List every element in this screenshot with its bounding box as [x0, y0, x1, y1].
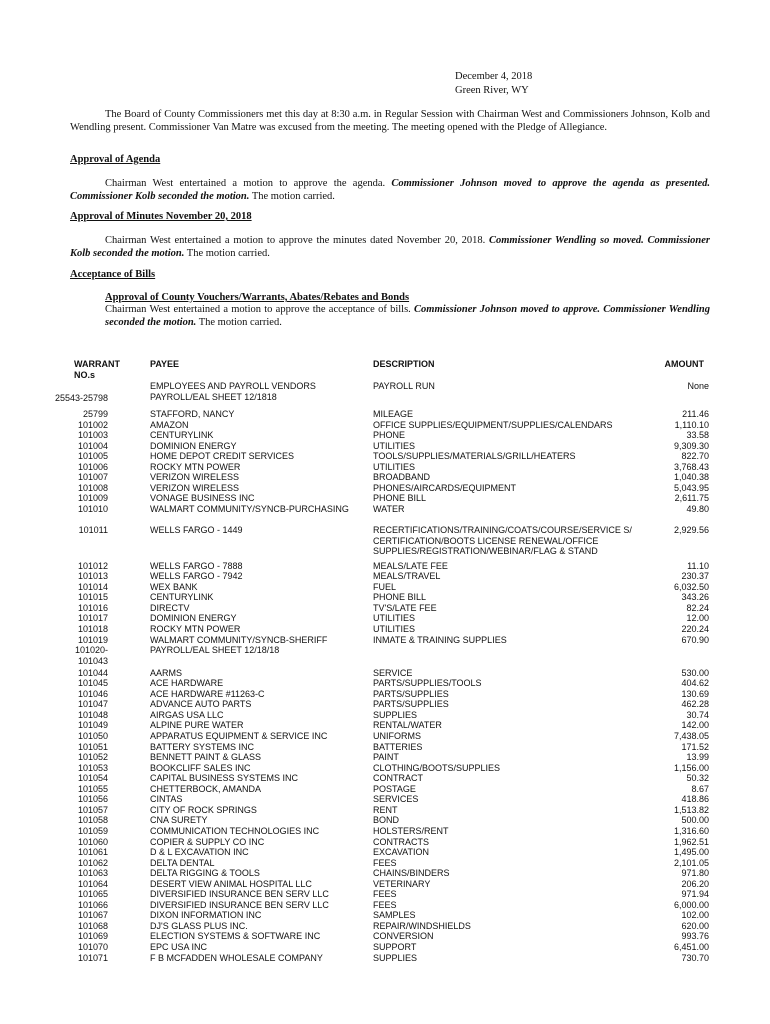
amount: 530.00	[681, 667, 709, 678]
header-warrant: WARRANT NO.s	[74, 359, 120, 380]
payee: APPARATUS EQUIPMENT & SERVICE INC	[150, 731, 328, 741]
warrant-number: 101050	[77, 731, 108, 741]
description: POSTAGE	[373, 783, 416, 794]
payee: CENTURYLINK	[150, 430, 214, 441]
payee: AIRGAS USA LLC	[150, 709, 224, 720]
payee: WELLS FARGO - 1449	[150, 525, 243, 536]
payee: D & L EXCAVATION INC	[150, 847, 249, 858]
warrant-number: 101013	[77, 571, 108, 582]
payee: ROCKY MTN POWER	[150, 624, 241, 634]
amount: 82.24	[686, 602, 709, 613]
warrant-number: 101051	[77, 741, 108, 752]
warrant-number: 101071	[77, 952, 108, 963]
payee: WALMART COMMUNITY/SYNCB-SHERIFF	[150, 634, 328, 645]
description: EXCAVATION	[373, 847, 430, 858]
warrant-number: 101061	[77, 847, 108, 858]
payee: DOMINION ENERGY	[150, 440, 237, 451]
amount: 1,962.51	[673, 836, 709, 847]
warrant-number: 101053	[77, 762, 108, 773]
amount: 993.76	[681, 931, 709, 942]
description: SUPPLIES	[373, 709, 418, 720]
payee: CHETTERBOCK, AMANDA	[150, 783, 262, 794]
description: UNIFORMS	[373, 731, 421, 741]
agenda-paragraph	[70, 178, 710, 203]
warrant-number: 101060	[77, 836, 108, 847]
description: RENT	[373, 804, 398, 815]
warrant-number: 101057	[77, 804, 108, 815]
description: RENTAL/WATER	[373, 720, 442, 731]
amount: None	[687, 381, 709, 391]
amount: 670.90	[681, 634, 709, 645]
amount: 8.67	[691, 783, 709, 794]
amount: 500.00	[681, 815, 709, 826]
description: BOND	[373, 815, 400, 826]
amount: 1,110.10	[674, 419, 709, 430]
description: CONTRACTS	[373, 836, 429, 847]
warrant-number: 101003	[77, 430, 108, 441]
warrant-number: 101016	[77, 602, 108, 613]
warrant-number: 101006	[77, 461, 108, 472]
description: TOOLS/SUPPLIES/MATERIALS/GRILL/HEATERS	[373, 451, 576, 462]
amount: 343.26	[681, 592, 709, 603]
description: REPAIR/WINDSHIELDS	[373, 920, 471, 931]
amount: 220.24	[681, 624, 709, 634]
warrant-number: 101063	[77, 868, 108, 879]
description: PAINT	[373, 752, 399, 763]
minutes-heading: Approval of Minutes November 20, 2018	[70, 211, 252, 222]
warrant-number: 101005	[77, 451, 108, 462]
description: TV'S/LATE FEE	[373, 602, 437, 613]
payee: WELLS FARGO - 7942	[150, 571, 243, 582]
payee: ACE HARDWARE #11263-C	[150, 688, 265, 699]
description: VETERINARY	[373, 878, 431, 889]
payee: DELTA RIGGING & TOOLS	[150, 868, 260, 879]
warrant-number: 101066	[77, 899, 108, 910]
payee: DESERT VIEW ANIMAL HOSPITAL LLC	[150, 878, 312, 889]
description: PHONE BILL	[373, 493, 427, 504]
amount: 33.58	[686, 430, 709, 441]
warrant-number: 101062	[77, 857, 108, 868]
amount: 1,495.00	[673, 847, 709, 858]
payee: F B MCFADDEN WHOLESALE COMPANY	[150, 952, 323, 963]
warrant-number: 101018	[77, 624, 108, 634]
amount: 11.10	[687, 560, 709, 571]
description: UTILITIES	[373, 440, 416, 451]
payee: AARMS	[150, 667, 183, 678]
payee: CINTAS	[150, 794, 183, 805]
payee: ROCKY MTN POWER	[150, 461, 241, 472]
description: CONTRACT	[373, 773, 423, 784]
amount: 1,316.60	[673, 825, 709, 836]
warrant-number: 101067	[77, 910, 108, 921]
amount: 102.00	[681, 910, 709, 921]
minutes-motion: Commissioner Wendling so moved. Commissioner Kolb seconded the motion.	[70, 235, 710, 259]
meeting-location: Green River, WY	[455, 85, 529, 96]
bills-paragraph	[105, 304, 710, 329]
payee: DIVERSIFIED INSURANCE BEN SERV LLC	[150, 889, 329, 900]
meeting-date: December 4, 2018	[455, 71, 533, 82]
amount: 404.62	[681, 678, 709, 689]
warrant-number: 101068	[77, 920, 108, 931]
amount: 620.00	[681, 920, 709, 931]
warrant-number: 101017	[77, 613, 108, 624]
payee: WEX BANK	[150, 581, 198, 592]
warrant-number: 101045	[77, 678, 108, 689]
payee: WALMART COMMUNITY/SYNCB-PURCHASING	[150, 503, 349, 514]
payee: VONAGE BUSINESS INC	[150, 493, 255, 504]
description: INMATE & TRAINING SUPPLIES	[373, 634, 507, 645]
amount: 2,929.56	[673, 525, 709, 536]
warrant-number: 101015	[77, 592, 108, 603]
agenda-text-a: Chairman West entertained a motion to approve the agenda.	[105, 178, 392, 189]
description: SUPPORT	[373, 942, 417, 952]
payee: HOME DEPOT CREDIT SERVICES	[150, 451, 295, 462]
payee: DELTA DENTAL	[150, 857, 215, 868]
agenda-motion: Commissioner Johnson moved to approve the agenda as presented. Commissioner Kolb seconded the motion.	[70, 178, 710, 202]
description: PHONE BILL	[373, 592, 427, 603]
payee: WELLS FARGO - 7888	[150, 560, 243, 571]
description: UTILITIES	[373, 624, 416, 634]
header-payee: PAYEE	[150, 359, 180, 369]
description: SERVICES	[373, 794, 419, 805]
warrant-number: 101014	[77, 581, 108, 592]
amount: 5,043.95	[673, 482, 709, 493]
warrant-number: 101049	[77, 720, 108, 731]
payee: VERIZON WIRELESS	[150, 472, 240, 483]
payee: BENNETT PAINT & GLASS	[150, 752, 262, 763]
amount: 171.52	[681, 741, 709, 752]
description: SAMPLES	[373, 910, 416, 921]
amount: 130.69	[681, 688, 709, 699]
amount: 7,438.05	[673, 731, 709, 741]
header-description: DESCRIPTION	[373, 359, 435, 369]
amount: 822.70	[681, 451, 709, 462]
amount: 730.70	[681, 952, 709, 963]
payee: BOOKCLIFF SALES INC	[150, 762, 251, 773]
description: PHONE	[373, 430, 406, 441]
amount: 230.37	[681, 571, 709, 582]
payee: EMPLOYEES AND PAYROLL VENDORS PAYROLL/EAL SHEET 12/1818	[150, 381, 316, 402]
description: MEALS/TRAVEL	[373, 571, 441, 582]
description: PARTS/SUPPLIES	[373, 699, 449, 710]
warrant-number: 101010	[77, 503, 108, 514]
warrant-number: 101004	[77, 440, 108, 451]
minutes-paragraph	[70, 235, 710, 260]
payee: ACE HARDWARE	[150, 678, 224, 689]
amount: 12.00	[686, 613, 709, 624]
warrant-number: 101044	[77, 667, 108, 678]
bills-heading: Acceptance of Bills	[70, 269, 156, 280]
amount: 418.86	[681, 794, 709, 805]
warrant-number: 101059	[77, 825, 108, 836]
payee: VERIZON WIRELESS	[150, 482, 240, 493]
payee: COMMUNICATION TECHNOLOGIES INC	[150, 825, 320, 836]
warrant-number: 101011	[78, 525, 108, 536]
description: BATTERIES	[373, 741, 423, 752]
payee: EPC USA INC	[150, 942, 208, 952]
warrant-number: 101019	[77, 634, 108, 645]
amount: 49.80	[686, 503, 709, 514]
amount: 6,000.00	[673, 899, 709, 910]
amount: 2,101.05	[673, 857, 709, 868]
warrant-number: 101007	[77, 472, 108, 483]
payee: DOMINION ENERGY	[150, 613, 237, 624]
warrant-number: 101012	[77, 560, 108, 571]
intro-paragraph: The Board of County Commissioners met this day at 8:30 a.m. in Regular Session with Chairman West and Commissioners Johnson, Kolb and Wendling present. Commissioner Van Matre was excused from the meeting. The meeting opened with the Pledge of Allegiance.	[70, 109, 710, 133]
amount: 50.32	[686, 773, 709, 784]
warrant-number: 101020-	[74, 645, 108, 656]
amount: 3,768.43	[673, 461, 709, 472]
warrant-number: 101052	[77, 752, 108, 763]
description: FEES	[373, 889, 397, 900]
payee: CENTURYLINK	[150, 592, 214, 603]
bills-text-c: The motion carried.	[196, 316, 282, 328]
payee: DIRECTV	[150, 602, 190, 613]
amount: 971.94	[681, 889, 709, 900]
amount: 211.46	[682, 409, 709, 419]
warrant-number: 101046	[77, 688, 108, 699]
description: PARTS/SUPPLIES	[373, 688, 449, 699]
amount: 1,040.38	[673, 472, 709, 483]
payee: DIVERSIFIED INSURANCE BEN SERV LLC	[150, 899, 329, 910]
amount: 6,451.00	[673, 942, 709, 952]
payee: BATTERY SYSTEMS INC	[150, 741, 255, 752]
description: FEES	[373, 899, 397, 910]
agenda-heading: Approval of Agenda	[70, 154, 161, 165]
minutes-text-a: Chairman West entertained a motion to approve the minutes dated November 20, 2018.	[105, 235, 490, 246]
description: SERVICE	[373, 667, 413, 678]
description: OFFICE SUPPLIES/EQUIPMENT/SUPPLIES/CALENDARS	[373, 419, 613, 430]
description: PARTS/SUPPLIES/TOOLS	[373, 678, 482, 689]
warrant-number: 101064	[77, 878, 108, 889]
warrant-number: 101070	[77, 942, 108, 952]
amount: 1,513.82	[673, 804, 709, 815]
payee: ALPINE PURE WATER	[150, 720, 244, 731]
amount: 13.99	[686, 752, 709, 763]
warrant-number: 101069	[77, 931, 108, 942]
amount: 1,156.00	[673, 762, 709, 773]
warrant-number: 101002	[77, 419, 108, 430]
bills-motion: Commissioner Johnson moved to approve. Commissioner Wendling seconded the motion.	[105, 304, 710, 328]
warrant-number: 25543-25798	[54, 393, 108, 403]
amount: 2,611.75	[674, 493, 709, 504]
bills-text-a: Chairman West entertained a motion to approve the acceptance of bills.	[105, 304, 415, 315]
amount: 462.28	[681, 699, 709, 710]
amount: 971.80	[681, 868, 709, 879]
payee: AMAZON	[150, 419, 189, 430]
description: WATER	[373, 503, 405, 514]
payee: CITY OF ROCK SPRINGS	[150, 804, 257, 815]
payee: DJ'S GLASS PLUS INC.	[150, 920, 248, 931]
description: BROADBAND	[373, 472, 431, 483]
amount: 9,309.30	[673, 440, 709, 451]
agenda-text-c: The motion carried.	[249, 190, 335, 202]
amount: 30.74	[686, 709, 709, 720]
warrant-number: 101009	[77, 493, 108, 504]
warrant-number: 101065	[77, 889, 108, 900]
description: CLOTHING/BOOTS/SUPPLIES	[373, 762, 501, 773]
description: RECERTIFICATIONS/TRAINING/COATS/COURSE/SERVICE S/ CERTIFICATION/BOOTS LICENSE RENEWAL/OFFICE SUPPLIES/REGISTRATION/WEBINAR/FLAG & STAND	[373, 525, 632, 557]
description: FEES	[373, 857, 397, 868]
payee: STAFFORD, NANCY	[150, 409, 235, 419]
amount: 6,032.50	[673, 581, 709, 592]
bills-subheading: Approval of County Vouchers/Warrants, Abates/Rebates and Bonds	[105, 292, 410, 303]
minutes-text-c: The motion carried.	[184, 247, 270, 259]
payee: CAPITAL BUSINESS SYSTEMS INC	[150, 773, 299, 784]
warrant-number: 101058	[77, 815, 108, 826]
payee: ELECTION SYSTEMS & SOFTWARE INC	[150, 931, 321, 942]
warrant-number: 101054	[77, 773, 108, 784]
description: FUEL	[373, 581, 397, 592]
description: HOLSTERS/RENT	[373, 825, 449, 836]
warrant-number: 25799	[82, 409, 108, 419]
warrant-number: 101048	[77, 709, 108, 720]
amount: 142.00	[681, 720, 709, 731]
description: SUPPLIES	[373, 952, 418, 963]
header-amount: AMOUNT	[664, 359, 704, 369]
description: UTILITIES	[373, 613, 416, 624]
warrant-number: 101055	[77, 783, 108, 794]
description: MILEAGE	[373, 409, 414, 419]
warrant-number: 101056	[77, 794, 108, 805]
description: PHONES/AIRCARDS/EQUIPMENT	[373, 482, 517, 493]
payee: ADVANCE AUTO PARTS	[150, 699, 252, 710]
warrant-number: 101008	[77, 482, 108, 493]
description: MEALS/LATE FEE	[373, 560, 448, 571]
payee: CNA SURETY	[150, 815, 208, 826]
description: CONVERSION	[373, 931, 434, 942]
warrant-number: 101043	[77, 655, 108, 666]
description: UTILITIES	[373, 461, 416, 472]
description: PAYROLL RUN	[373, 381, 435, 391]
payee: COPIER & SUPPLY CO INC	[150, 836, 265, 847]
warrant-number: 101047	[77, 699, 108, 710]
description: CHAINS/BINDERS	[373, 868, 450, 879]
payee: PAYROLL/EAL SHEET 12/18/18	[150, 645, 280, 656]
payee: DIXON INFORMATION INC	[150, 910, 262, 921]
amount: 206.20	[681, 878, 709, 889]
